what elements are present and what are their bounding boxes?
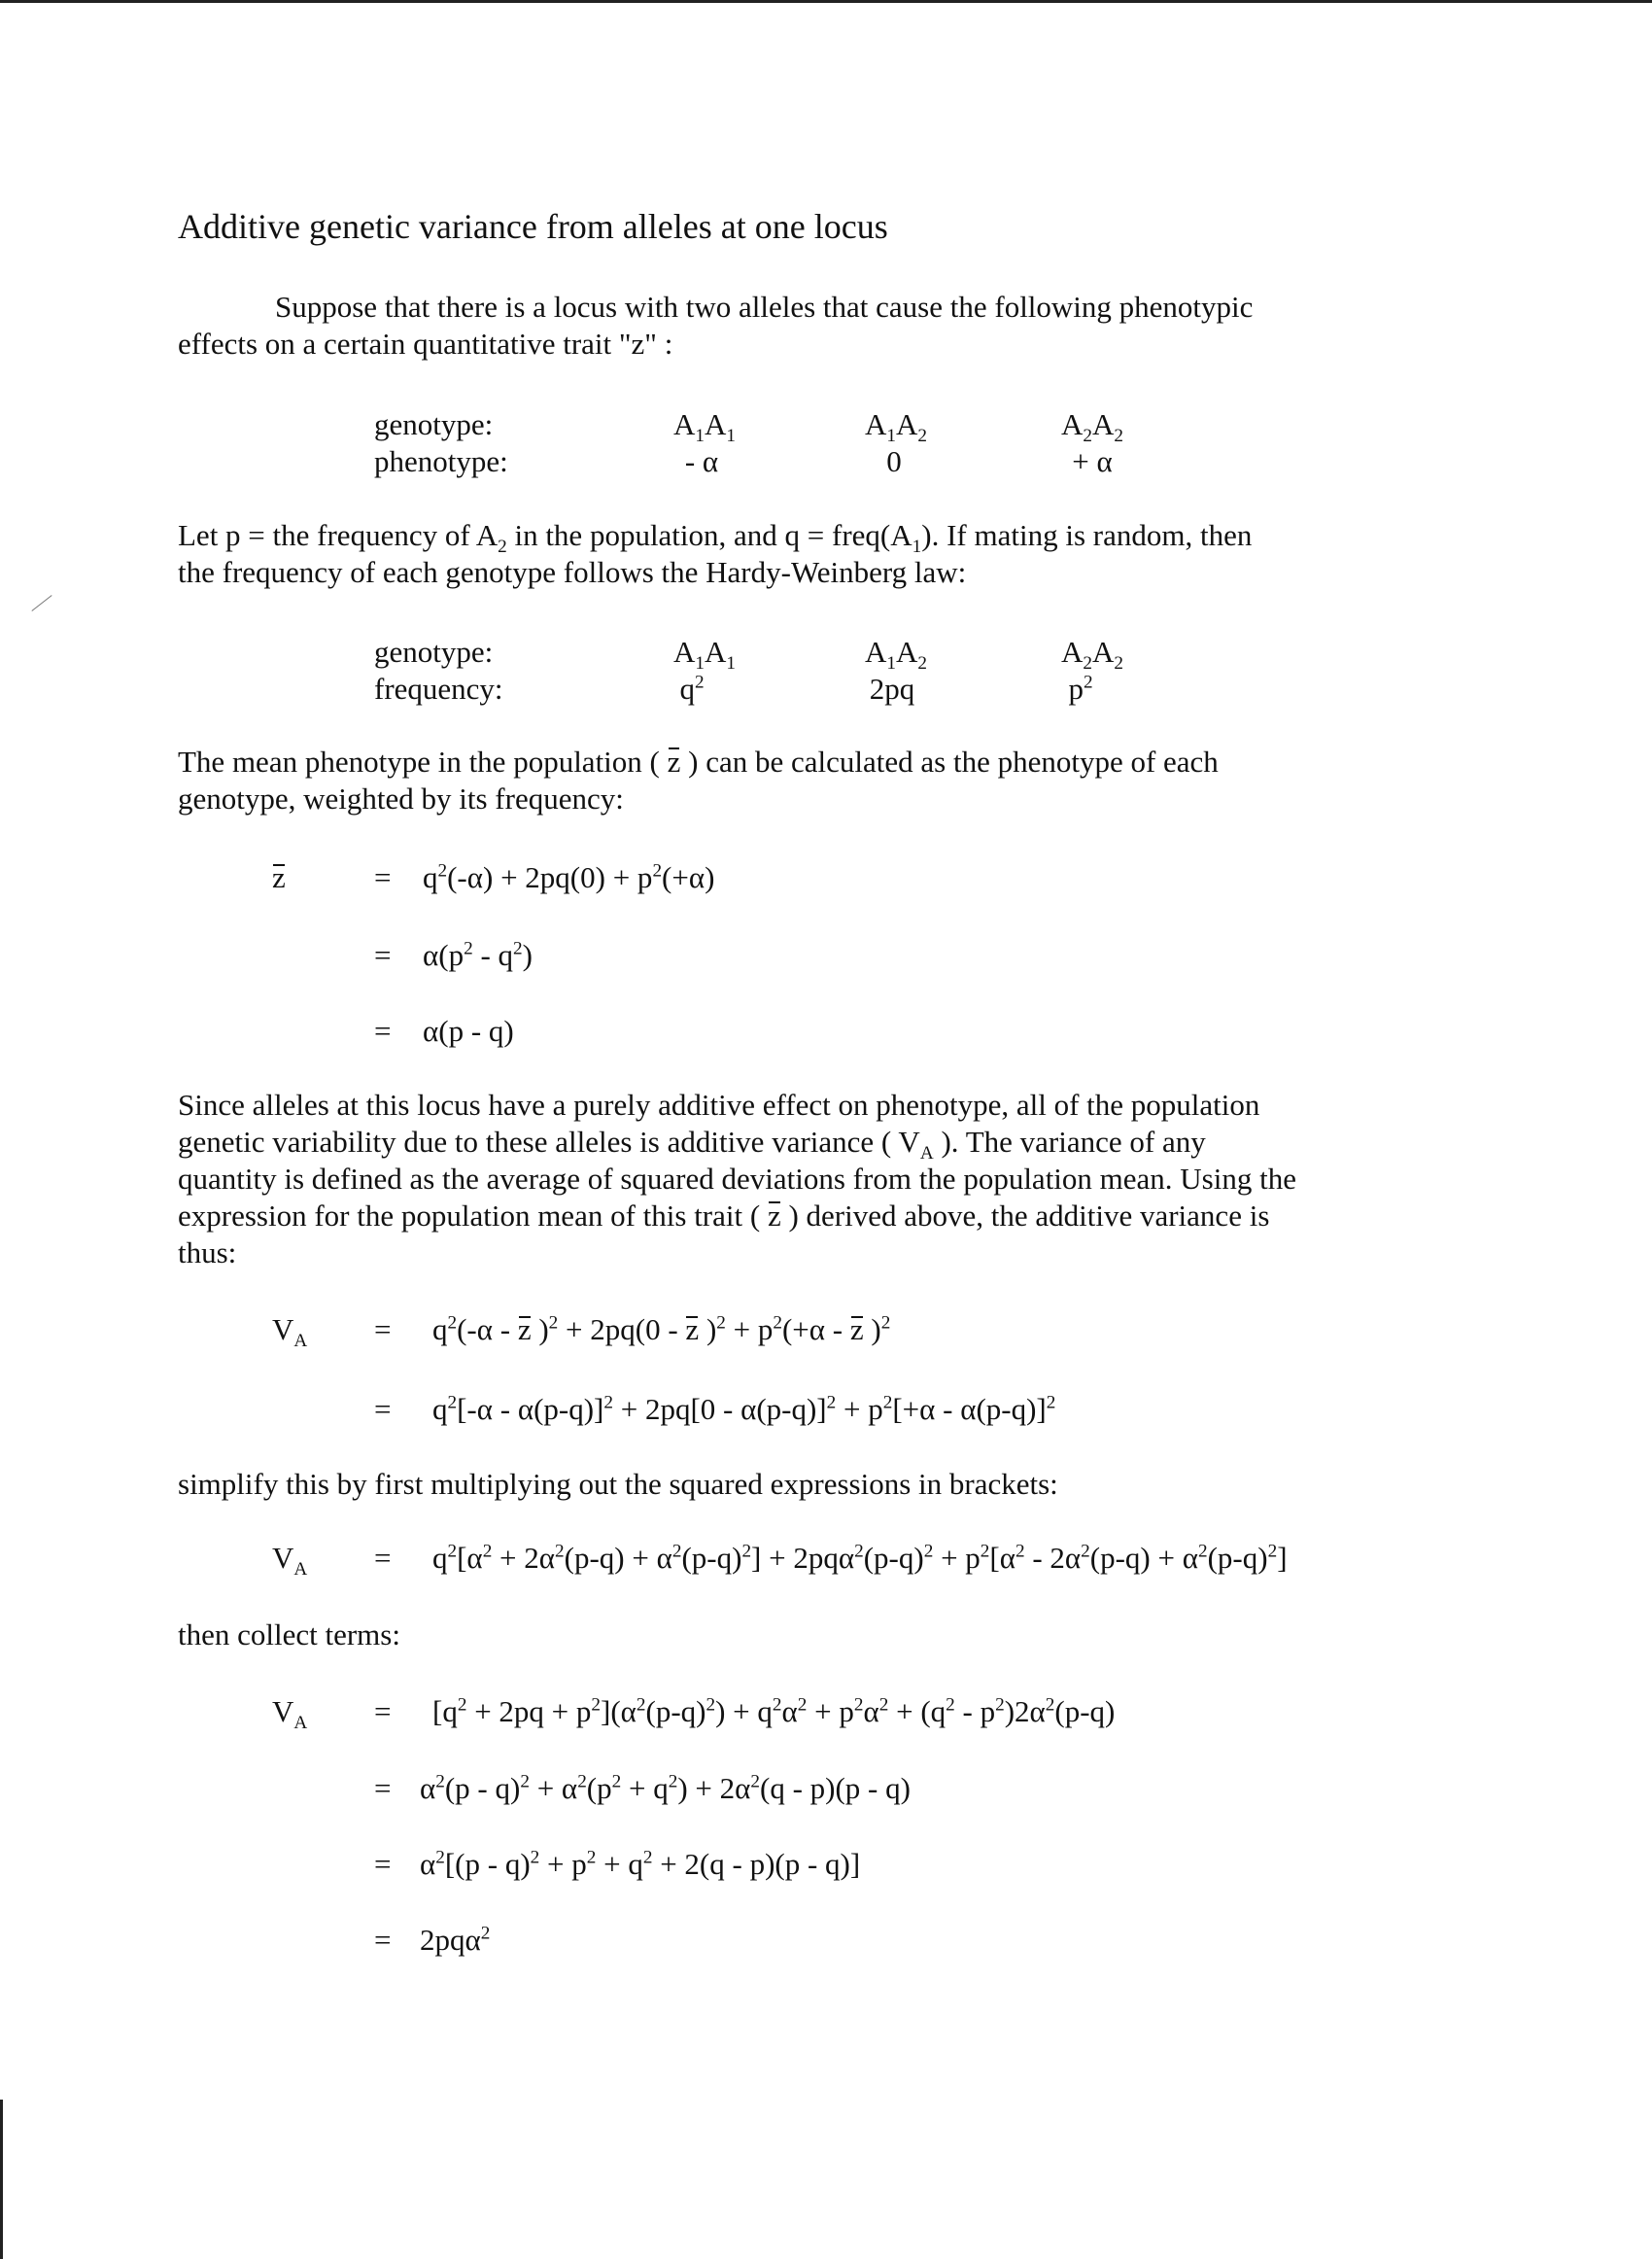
table2-freq-a1a2: 2pq bbox=[869, 672, 915, 706]
va-eq4-rhs: $[q^2 + 2pq + p^2](\alpha^2(p-q)^2) + q^2\alpha^2 + p^2\alpha^2 + (q^2 - p^2)2\alpha^2(p-q)$ bbox=[432, 1694, 1116, 1728]
page-title: Additive genetic variance from alleles at one locus bbox=[178, 207, 888, 246]
scan-edge-mark bbox=[0, 2100, 3, 2259]
va-lhs-1: $V_A$ bbox=[272, 1312, 308, 1352]
table1-phenotype-label: phenotype: bbox=[374, 444, 508, 478]
va-eq3-rhs: $q^2[\alpha^2 + 2\alpha^2(p-q) + \alpha^2(p-q)^2] + 2pq\alpha^2(p-q)^2 + p^2[\alpha^2 - 2\alpha^2(p-q) + \alpha^2(p-q)^2]$ bbox=[432, 1541, 1288, 1575]
table2-freq-a1a1: $q^2$ bbox=[679, 672, 705, 706]
table2-genotype-a1a2: $A_1A_2$ bbox=[865, 635, 927, 675]
mean-eq1-equals: = bbox=[374, 860, 392, 894]
simplify-text: simplify this by first multiplying out the squared expressions in brackets: bbox=[178, 1467, 1058, 1501]
va-eq6-rhs: $\alpha^2[(p - q)^2 + p^2 + q^2 + 2(q - p)(p - q)]$ bbox=[420, 1847, 861, 1881]
table2-freq-a2a2: $p^2$ bbox=[1068, 672, 1093, 706]
table1-genotype-a1a2: $A_1A_2$ bbox=[865, 407, 927, 447]
va-eq2-equals: = bbox=[374, 1392, 392, 1426]
table1-genotype-a1a1: $A_1A_1$ bbox=[673, 407, 736, 447]
va-lhs-3: $V_A$ bbox=[272, 1694, 308, 1734]
mean-eq1-rhs: $q^2(-\alpha) + 2pq(0) + p^2(+\alpha)$ bbox=[423, 860, 715, 894]
para4-line-1: Since alleles at this locus have a purely additive effect on phenotype, all of the population bbox=[178, 1088, 1260, 1122]
intro-line-1: Suppose that there is a locus with two alleles that cause the following phenotypic bbox=[275, 290, 1254, 324]
va-eq5-rhs: $\alpha^2(p - q)^2 + \alpha^2(p^2 + q^2) + 2\alpha^2(q - p)(p - q)$ bbox=[420, 1771, 911, 1805]
mean-lhs-zbar: z bbox=[272, 860, 286, 894]
table1-phenotype-a1a2: 0 bbox=[886, 444, 902, 478]
va-lhs-2: $V_A$ bbox=[272, 1541, 308, 1581]
va-eq1-equals: = bbox=[374, 1312, 392, 1346]
va-eq1-rhs: $q^2(-\alpha$ - z )$^2$ + 2pq(0 - z )$^2 + p^2(+\alpha - z$ )$^2$ bbox=[432, 1312, 891, 1346]
page-top-border bbox=[0, 0, 1652, 3]
para3-line-1: The mean phenotype in the population ( z ) can be calculated as the phenotype of each bbox=[178, 745, 1219, 779]
table1-genotype-label: genotype: bbox=[374, 407, 494, 441]
va-eq5-equals: = bbox=[374, 1771, 392, 1805]
para4-line-3: quantity is defined as the average of squared deviations from the population mean. Using the bbox=[178, 1162, 1296, 1196]
table1-genotype-a2a2: $A_2A_2$ bbox=[1061, 407, 1123, 447]
para3-line-2: genotype, weighted by its frequency: bbox=[178, 782, 624, 816]
va-eq3-equals: = bbox=[374, 1541, 392, 1575]
para2-line-1: Let p = the frequency of $A_2$ in the population, and $q = freq(A_1)$. If mating is random, then bbox=[178, 518, 1253, 558]
mean-eq3-rhs: α(p - q) bbox=[423, 1014, 514, 1048]
table2-frequency-label: frequency: bbox=[374, 672, 503, 706]
para2-line-2: the frequency of each genotype follows the Hardy-Weinberg law: bbox=[178, 555, 967, 589]
table2-genotype-a2a2: $A_2A_2$ bbox=[1061, 635, 1123, 675]
table1-phenotype-a2a2: + α bbox=[1072, 444, 1113, 478]
collect-text: then collect terms: bbox=[178, 1617, 400, 1651]
va-eq7-equals: = bbox=[374, 1923, 392, 1957]
scan-stray-mark bbox=[31, 595, 52, 611]
para4-line-5: thus: bbox=[178, 1235, 237, 1269]
table2-genotype-label: genotype: bbox=[374, 635, 494, 669]
va-eq4-equals: = bbox=[374, 1694, 392, 1728]
va-eq6-equals: = bbox=[374, 1847, 392, 1881]
para4-line-4: expression for the population mean of this trait ( z ) derived above, the additive variance is bbox=[178, 1199, 1270, 1233]
intro-line-2: effects on a certain quantitative trait "z" : bbox=[178, 327, 673, 361]
para4-line-2: genetic variability due to these alleles is additive variance ( $V_A$ ). The variance of any bbox=[178, 1125, 1206, 1164]
mean-eq2-rhs: $\alpha(p^2 - q^2)$ bbox=[423, 938, 533, 972]
table1-phenotype-a1a1: - α bbox=[684, 444, 719, 478]
table2-genotype-a1a1: $A_1A_1$ bbox=[673, 635, 736, 675]
mean-eq2-equals: = bbox=[374, 938, 392, 972]
va-eq2-rhs: $q^2[-\alpha - \alpha(p-q)]^2 + 2pq[0 - \alpha(p-q)]^2 + p^2[+\alpha - \alpha(p-q)]^2$ bbox=[432, 1392, 1056, 1426]
va-eq7-rhs: 2pqα$^2$ bbox=[420, 1923, 491, 1957]
mean-eq3-equals: = bbox=[374, 1014, 392, 1048]
